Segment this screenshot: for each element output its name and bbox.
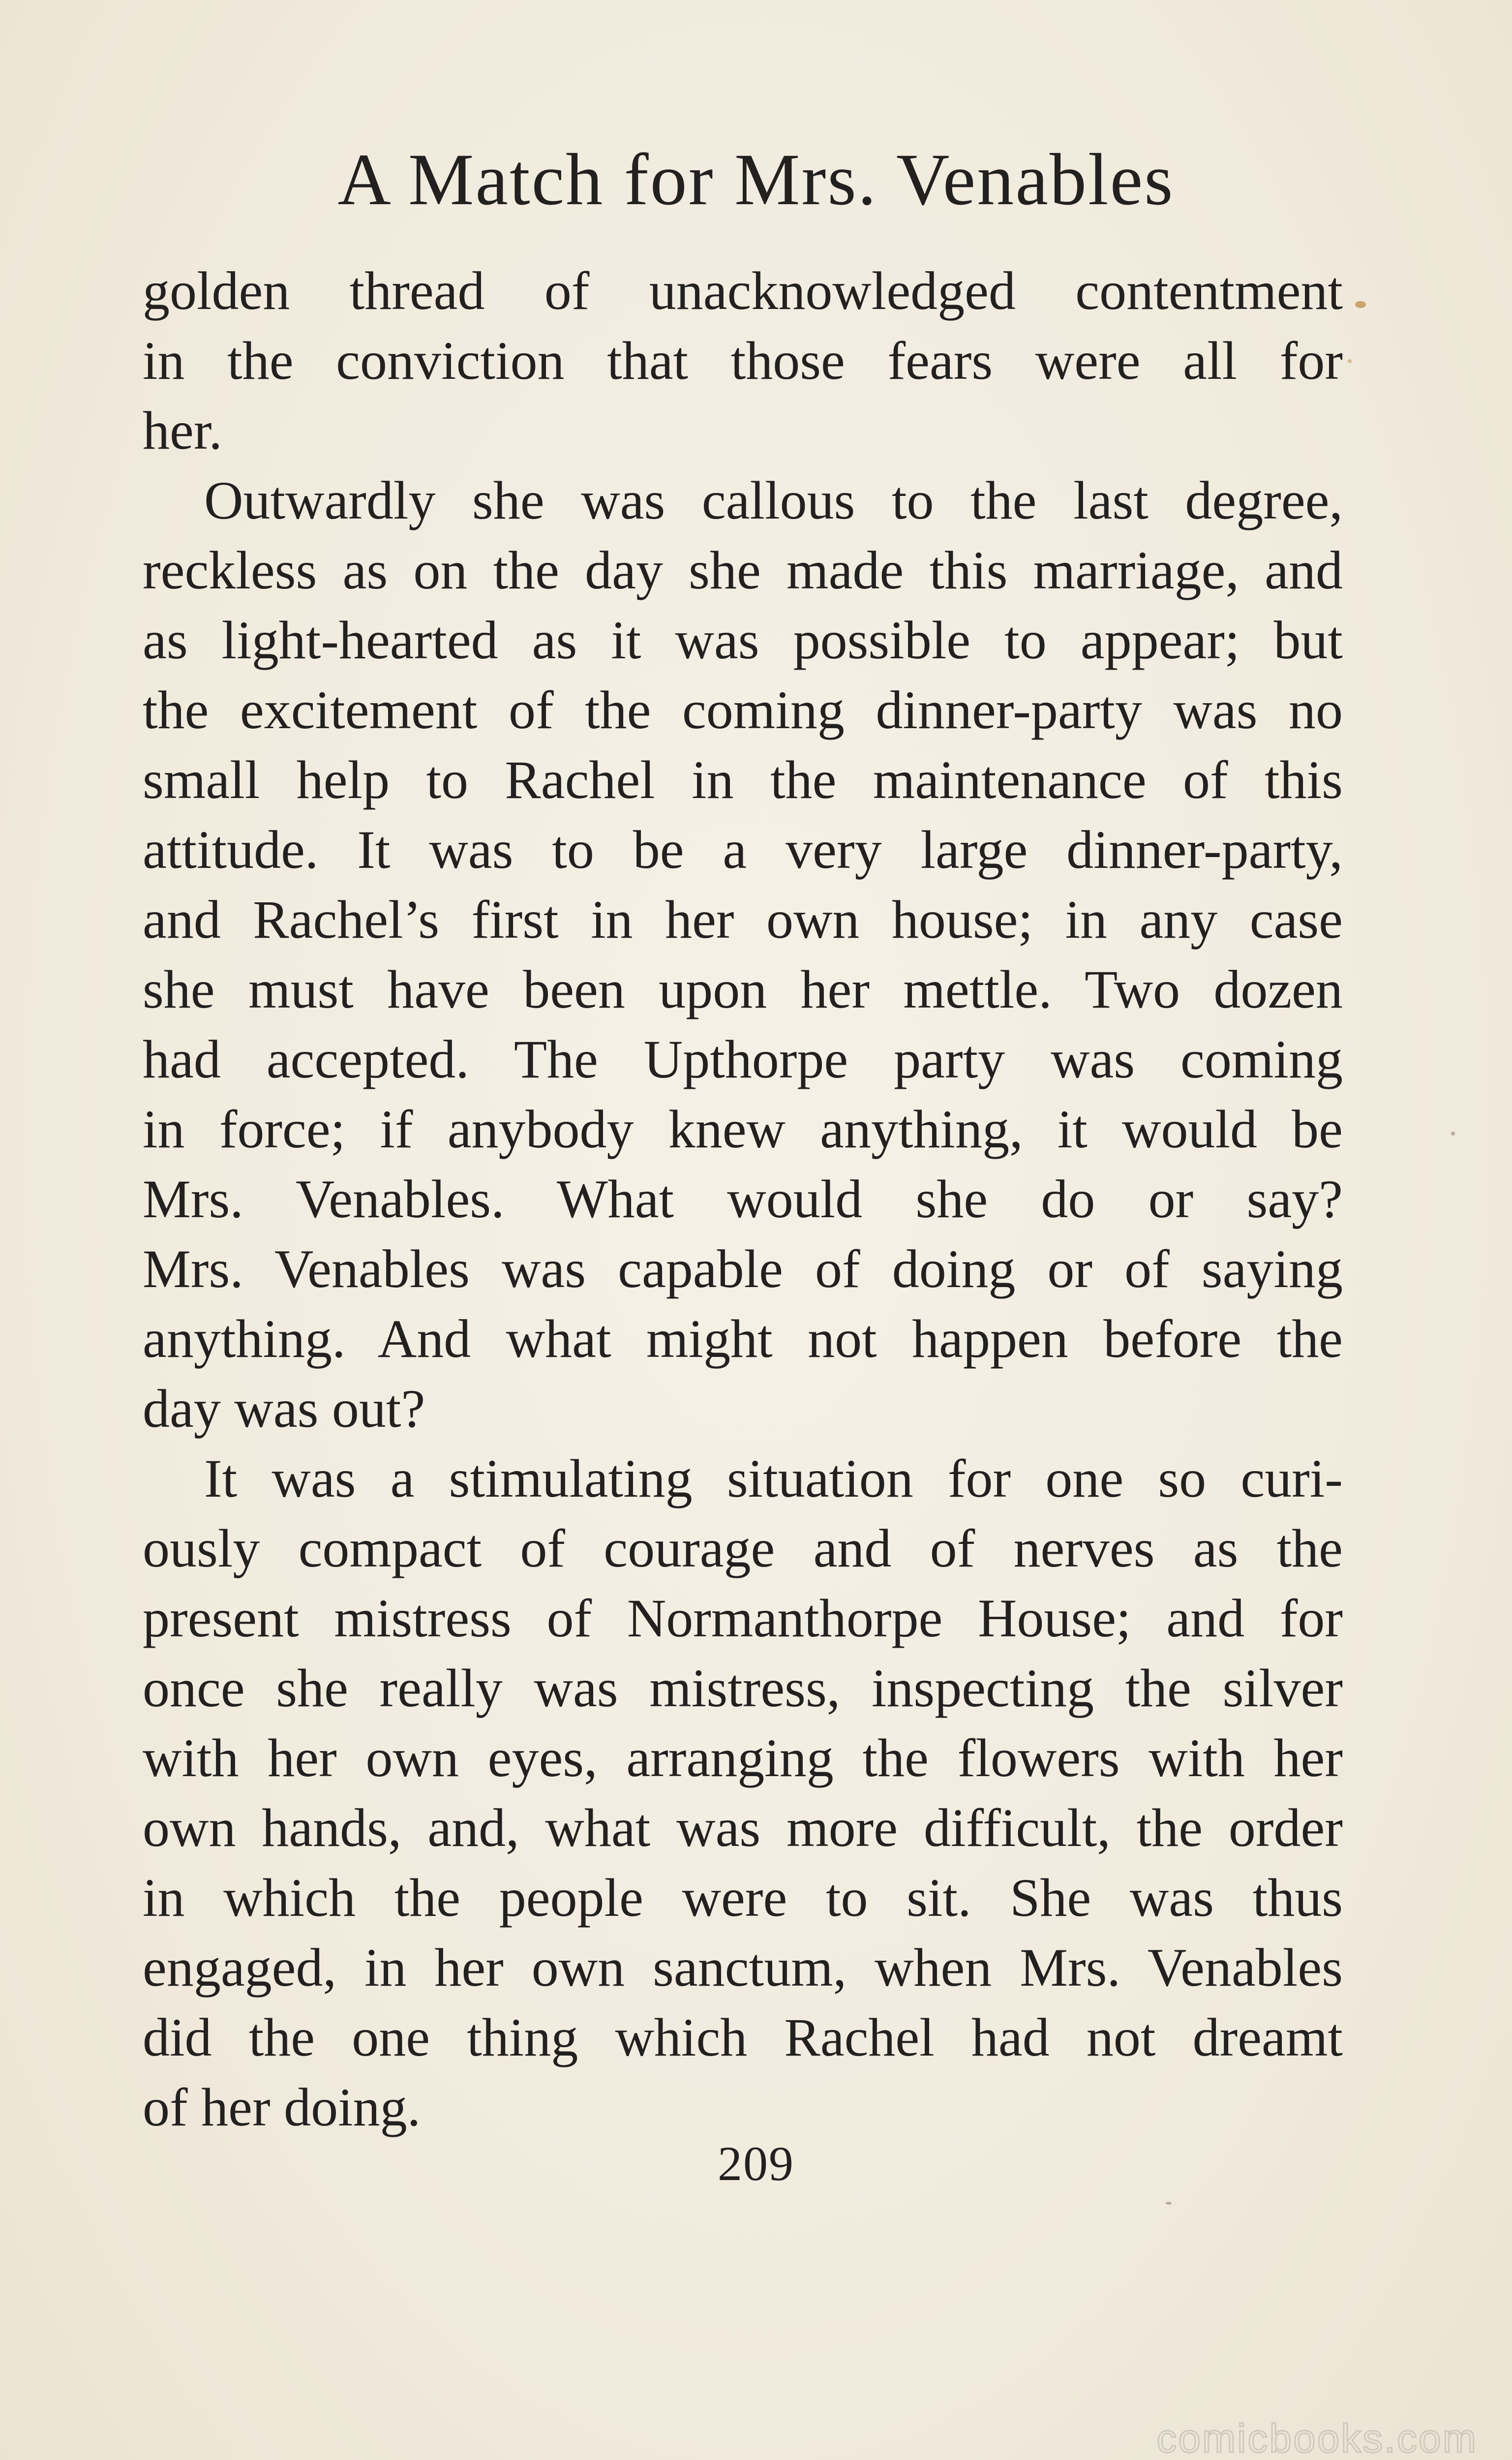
page-number: 209: [718, 2136, 794, 2191]
text-line: day was out?: [143, 1379, 425, 1439]
text-line: as light-hearted as it was possible to appear; but: [143, 610, 1343, 670]
text-line: Outwardly she was callous to the last degree,: [204, 470, 1343, 530]
text-line: in force; if anybody knew anything, it would be: [143, 1099, 1343, 1159]
text-line: Mrs. Venables. What would she do or say?: [143, 1169, 1343, 1229]
text-line: present mistress of Normanthorpe House; and for: [143, 1588, 1343, 1648]
text-line: and Rachel’s first in her own house; in any case: [143, 890, 1343, 950]
text-line: she must have been upon her mettle. Two dozen: [143, 959, 1343, 1019]
text-line: the excitement of the coming dinner-party was no: [143, 680, 1343, 740]
body-text: [143, 256, 1343, 2142]
paper-speck: [1451, 1132, 1455, 1136]
watermark-text: comicbooks.com: [1156, 2416, 1478, 2460]
text-line: small help to Rachel in the maintenance of this: [143, 750, 1343, 810]
text-line: in which the people were to sit. She was thus: [143, 1868, 1343, 1928]
text-line: reckless as on the day she made this marriage, and: [143, 540, 1343, 600]
text-line: in the conviction that those fears were all for: [143, 331, 1343, 391]
text-line: did the one thing which Rachel had not dreamt: [143, 2007, 1343, 2067]
text-line: Mrs. Venables was capable of doing or of saying: [143, 1239, 1343, 1299]
text-line: with her own eyes, arranging the flowers with her: [143, 1728, 1343, 1788]
paper-speck: [1355, 301, 1366, 308]
paper-speck: [1348, 359, 1352, 363]
text-line: of her doing.: [143, 2077, 421, 2137]
text-line: had accepted. The Upthorpe party was coming: [143, 1029, 1343, 1089]
paper-speck: [1166, 2202, 1172, 2205]
text-line: her.: [143, 400, 222, 461]
text-line: own hands, and, what was more difficult, the order: [143, 1798, 1343, 1858]
text-line: ously compact of courage and of nerves as the: [143, 1518, 1343, 1578]
text-line: anything. And what might not happen before the: [143, 1309, 1343, 1369]
text-line: engaged, in her own sanctum, when Mrs. Venables: [143, 1937, 1343, 1998]
text-line: attitude. It was to be a very large dinner-party,: [143, 820, 1343, 880]
text-line: once she really was mistress, inspecting the silver: [143, 1658, 1343, 1718]
running-head-title: A Match for Mrs. Venables: [337, 139, 1175, 220]
text-line: golden thread of unacknowledged contentment: [143, 261, 1343, 321]
text-line: It was a stimulating situation for one so curi-: [204, 1448, 1343, 1508]
